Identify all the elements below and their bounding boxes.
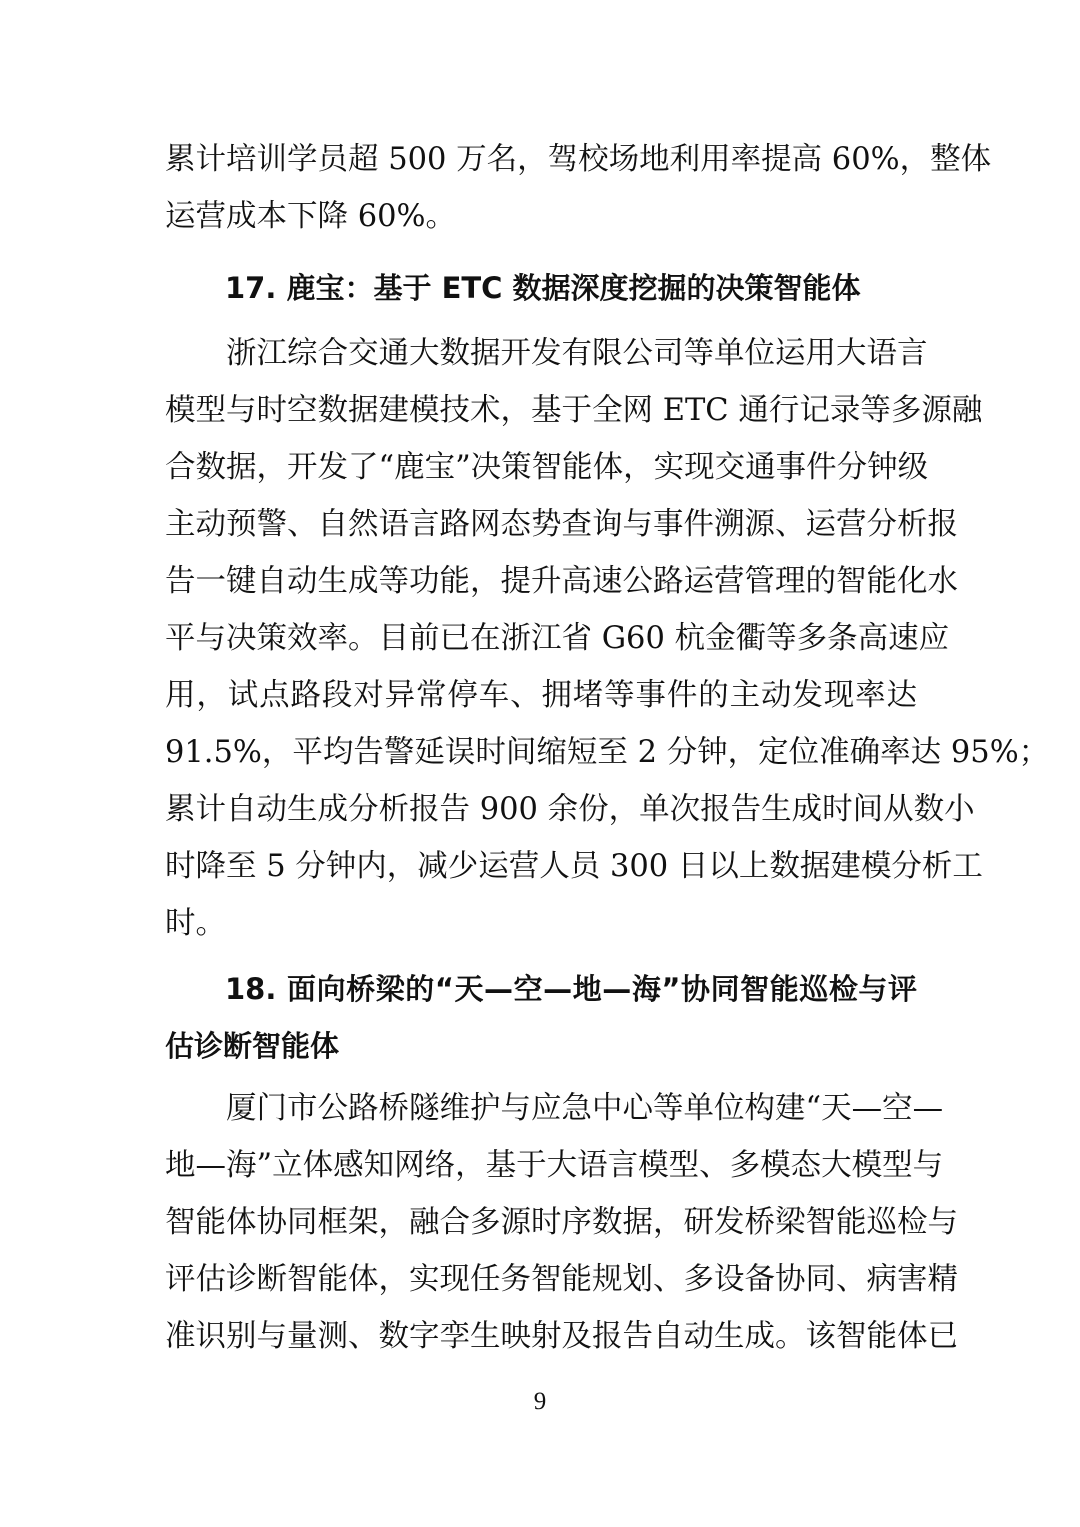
paragraph-line: 累计自动生成分析报告 900 余份，单次报告生成时间从数小 — [165, 792, 975, 827]
paragraph-line: 时。 — [165, 906, 226, 941]
page-number: 9 — [533, 1388, 547, 1415]
paragraph-line: 用，试点路段对异常停车、拥堵等事件的主动发现率达 — [165, 678, 917, 713]
section-18-paragraph — [165, 1080, 958, 1365]
paragraph-line: 运营成本下降 60%。 — [165, 199, 456, 234]
section-17-heading-block — [165, 260, 917, 317]
paragraph-line: 智能体协同框架，融合多源时序数据，研发桥梁智能巡检与 — [165, 1205, 958, 1240]
paragraph-line: 地—海”立体感知网络，基于大语言模型、多模态大模型与 — [165, 1148, 944, 1183]
section-18-heading-line: 18. 面向桥梁的“天—空—地—海”协同智能巡检与评 — [225, 972, 917, 1006]
paragraph-line: 合数据，开发了“鹿宝”决策智能体，实现交通事件分钟级 — [165, 450, 929, 485]
paragraph-line: 91.5%，平均告警延误时间缩短至 2 分钟，定位准确率达 95%； — [165, 735, 1050, 770]
section-17-paragraph — [165, 325, 1050, 952]
paragraph-line: 时降至 5 分钟内，减少运营人员 300 日以上数据建模分析工 — [165, 849, 983, 884]
section-18-heading-line: 估诊断智能体 — [165, 1029, 340, 1063]
section-17-heading: 17. 鹿宝：基于 ETC 数据深度挖掘的决策智能体 — [225, 271, 861, 305]
paragraph-line: 厦门市公路桥隧维护与应急中心等单位构建“天—空— — [226, 1091, 944, 1126]
paragraph-line: 浙江综合交通大数据开发有限公司等单位运用大语言 — [226, 336, 928, 371]
paragraph-line: 主动预警、自然语言路网态势查询与事件溯源、运营分析报 — [165, 507, 958, 542]
paragraph-line: 模型与时空数据建模技术，基于全网 ETC 通行记录等多源融 — [165, 393, 983, 428]
section-18-heading-block — [165, 961, 917, 1075]
paragraph-line: 准识别与量测、数字孪生映射及报告自动生成。该智能体已 — [165, 1319, 958, 1354]
continued-paragraph — [165, 131, 992, 245]
paragraph-line: 告一键自动生成等功能，提升高速公路运营管理的智能化水 — [165, 564, 958, 599]
paragraph-line: 累计培训学员超 500 万名，驾校场地利用率提高 60%，整体 — [165, 142, 992, 177]
paragraph-line: 平与决策效率。目前已在浙江省 G60 杭金衢等多条高速应 — [165, 621, 950, 656]
paragraph-line: 评估诊断智能体，实现任务智能规划、多设备协同、病害精 — [165, 1262, 958, 1297]
